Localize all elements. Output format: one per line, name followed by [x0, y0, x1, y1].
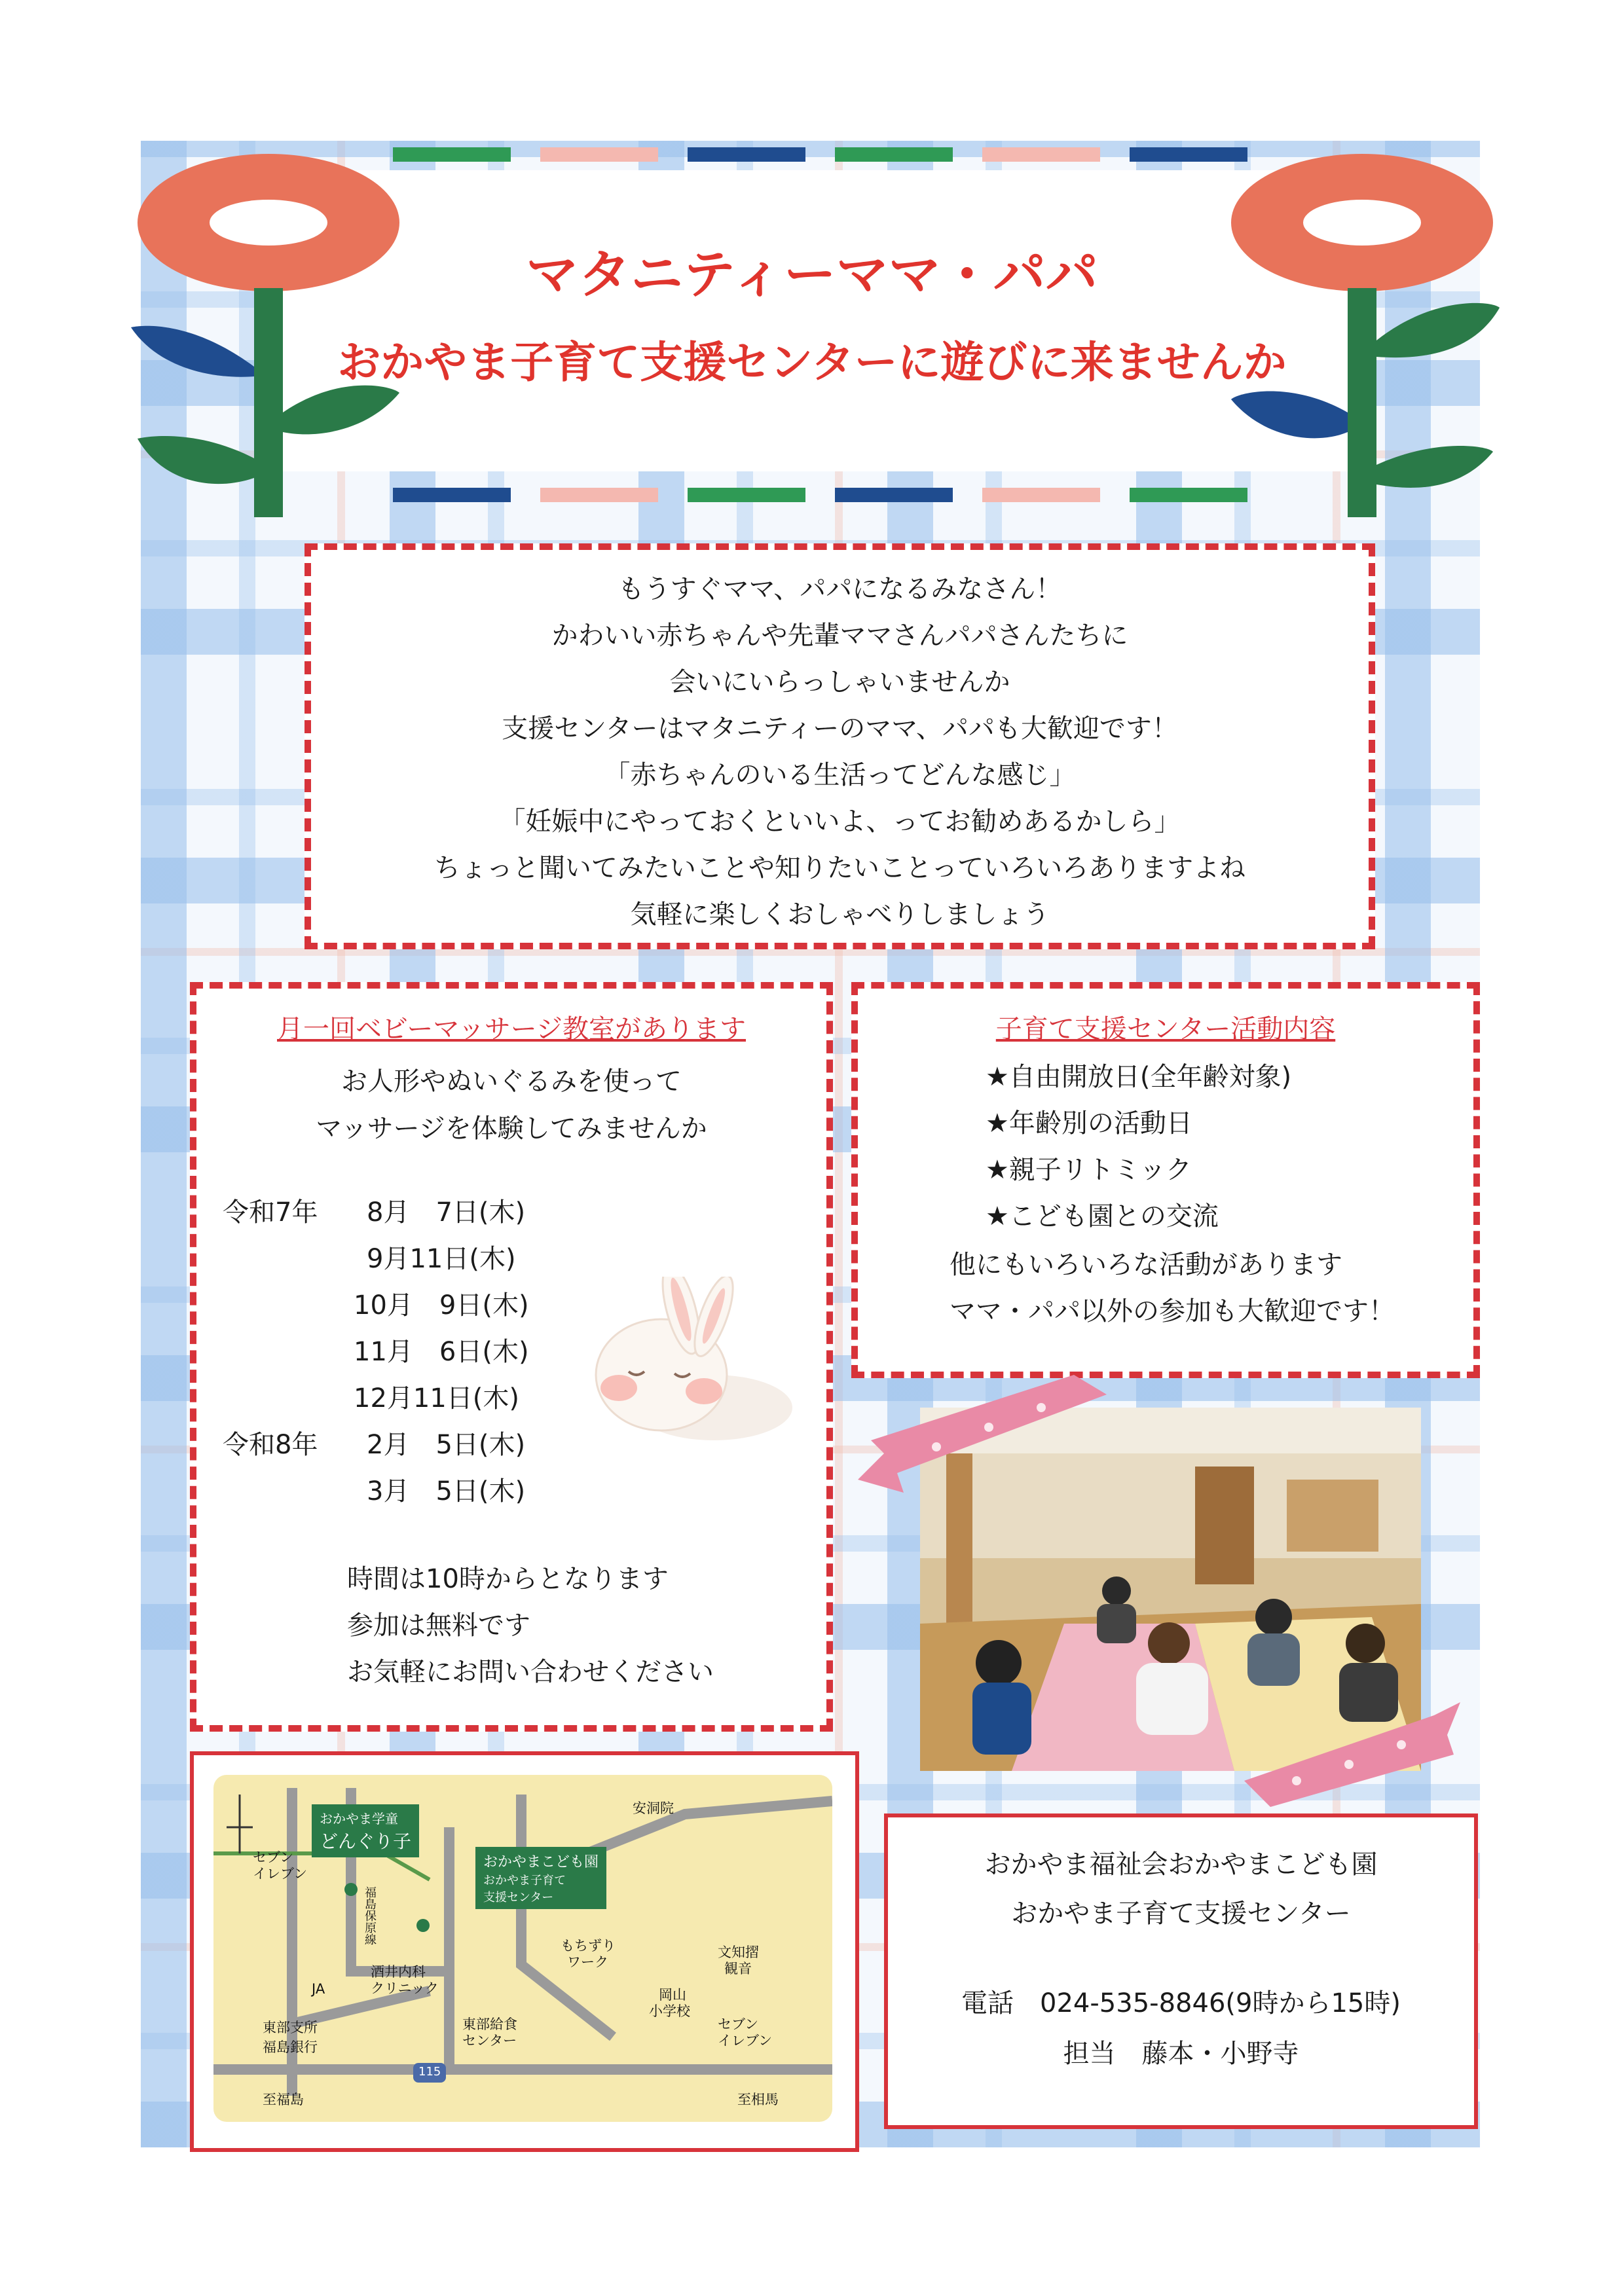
map-label: 安洞院 — [633, 1800, 674, 1816]
activity-box — [851, 982, 1480, 1378]
ribbon-bottom-icon — [1244, 1696, 1460, 1813]
schedule-date: 11月 6日(木) — [354, 1337, 529, 1367]
ribbon-top-icon — [858, 1368, 1107, 1493]
activity-item: ★こども園との交流 — [986, 1201, 1219, 1231]
contact-person: 担当 藤本・小野寺 — [1063, 2039, 1299, 2069]
page-subtitle: おかやま子育て支援センターに遊びに来ませんか — [337, 337, 1287, 388]
contact-org-2: おかやま子育て支援センター — [1011, 1899, 1351, 1929]
map-label: 支援センター — [483, 1891, 554, 1904]
massage-class-box — [190, 982, 833, 1732]
map-label: 福島保原線 — [363, 1886, 377, 1945]
contact-box — [884, 1813, 1478, 2129]
map-label: 東部給食 — [462, 2016, 517, 2032]
intro-line: 「赤ちゃんのいる生活ってどんな感じ」 — [604, 760, 1076, 790]
bunny-illustration-icon — [583, 1277, 799, 1447]
route-number: 115 — [418, 2065, 441, 2079]
intro-line: かわいい赤ちゃんや先輩ママさんパパさんたちに — [551, 621, 1128, 651]
map-label: 至相馬 — [737, 2092, 779, 2107]
map-label: JA — [312, 1981, 325, 1997]
map-label: 福島銀行 — [263, 2039, 318, 2055]
schedule-year: 令和7年 — [223, 1197, 318, 1228]
massage-desc-2: マッサージを体験してみませんか — [316, 1114, 707, 1144]
map-tag-center — [475, 1847, 606, 1909]
schedule-year: 令和8年 — [223, 1430, 318, 1460]
activity-heading: 子育て支援センター活動内容 — [995, 1014, 1336, 1044]
map-label: 岡山 — [659, 1987, 686, 2003]
access-map — [190, 1751, 859, 2152]
schedule-date: 9月11日(木) — [367, 1244, 516, 1274]
map-label: 至福島 — [263, 2092, 304, 2107]
contact-org-1: おかやま福祉会おかやまこども園 — [984, 1850, 1378, 1880]
intro-line: 会いにいらっしゃいませんか — [669, 667, 1010, 697]
activity-note-1: 他にもいろいろな活動があります — [950, 1250, 1342, 1280]
intro-line: 気軽に楽しくおしゃべりしましょう — [630, 900, 1050, 930]
map-area — [213, 1775, 832, 2122]
map-label: 酒井内科 — [371, 1964, 426, 1980]
massage-desc-1: お人形やぬいぐるみを使って — [341, 1066, 682, 1097]
activity-item: ★年齢別の活動日 — [986, 1108, 1192, 1139]
map-green-road — [213, 1853, 430, 1880]
schedule-date: 3月 5日(木) — [367, 1476, 526, 1506]
activity-item: ★親子リトミック — [986, 1155, 1192, 1185]
page-title: マタニティーママ・パパ — [526, 244, 1098, 305]
map-label: セブン — [253, 1850, 294, 1865]
map-label: おかやま学童 — [320, 1811, 398, 1827]
schedule-date: 2月 5日(木) — [367, 1430, 526, 1460]
map-label: 観音 — [724, 1961, 752, 1977]
map-label: 文知摺 — [718, 1944, 759, 1960]
map-label: クリニック — [371, 1980, 439, 1996]
map-label: おかやまこども園 — [483, 1854, 599, 1870]
map-label: ワーク — [567, 1954, 608, 1970]
map-label: もちずり — [561, 1938, 616, 1954]
schedule-date: 12月11日(木) — [354, 1383, 520, 1413]
header-band — [275, 170, 1349, 471]
map-label: おかやま子育て — [483, 1874, 566, 1887]
map-tag-gakudou — [312, 1804, 419, 1857]
contact-phone: 電話 024-535-8846(9時から15時) — [961, 1988, 1401, 2018]
schedule-date: 8月 7日(木) — [367, 1197, 526, 1228]
massage-heading: 月一回ベビーマッサージ教室があります — [277, 1014, 746, 1044]
dash-row-top — [393, 147, 1247, 162]
map-label: センター — [462, 2033, 517, 2049]
map-label: イレブン — [253, 1866, 308, 1882]
intro-line: 「妊娠中にやっておくといいよ、ってお勧めあるかしら」 — [499, 807, 1181, 837]
intro-box — [304, 543, 1375, 949]
map-label: 東部支所 — [263, 2020, 318, 2035]
intro-line: もうすぐママ、パパになるみなさん！ — [618, 574, 1062, 604]
intro-line: ちょっと聞いてみたいことや知りたいことっていろいろありますよね — [434, 853, 1246, 883]
schedule-date: 10月 9日(木) — [354, 1290, 529, 1321]
massage-note-2: 参加は無料です — [347, 1611, 530, 1641]
activity-item: ★自由開放日(全年齢対象) — [986, 1062, 1292, 1092]
map-label: 小学校 — [649, 2003, 690, 2019]
map-label: どんぐり子 — [320, 1831, 412, 1852]
dash-row-bottom — [393, 488, 1247, 502]
intro-line: 支援センターはマタニティーのママ、パパも大歓迎です！ — [502, 714, 1178, 744]
map-label: セブン — [718, 2016, 759, 2032]
map-label: イレブン — [718, 2033, 773, 2049]
activity-note-2: ママ・パパ以外の参加も大歓迎です！ — [950, 1296, 1395, 1326]
massage-note-3: お気軽にお問い合わせください — [347, 1657, 714, 1687]
massage-note-1: 時間は10時からとなります — [347, 1564, 669, 1594]
